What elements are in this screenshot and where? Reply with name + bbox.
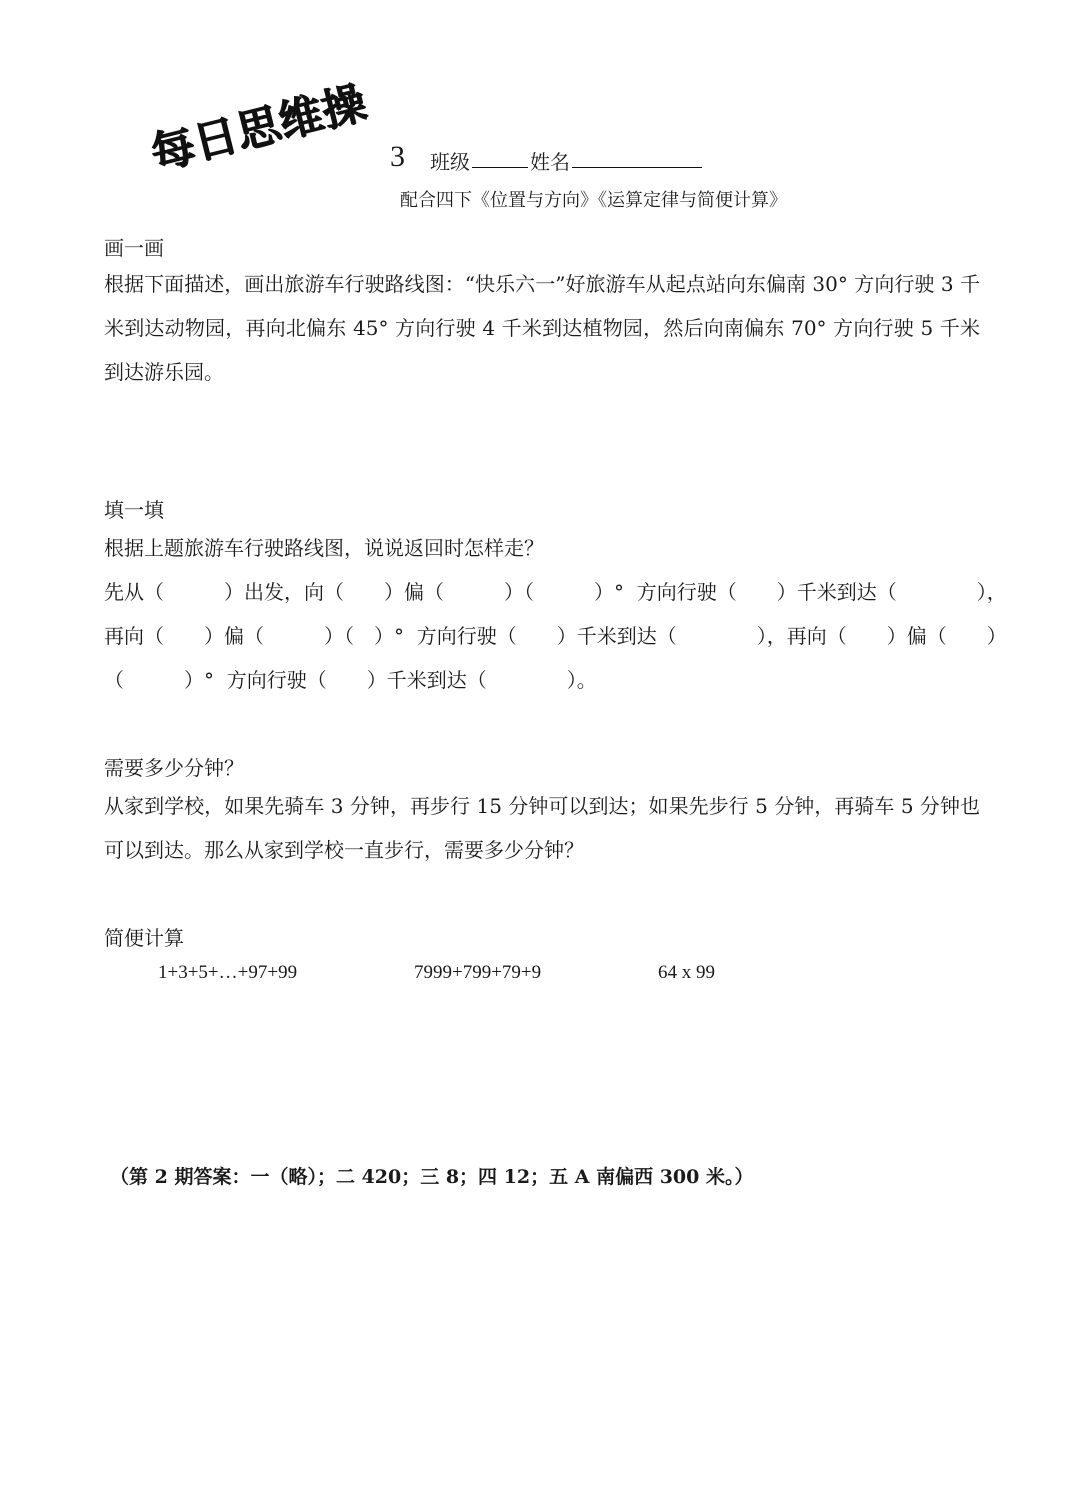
fill-line-1[interactable]: 先从（ ）出发，向（ ）偏（ ）（ ）° 方向行驶（ ）千米到达（ ）， xyxy=(104,580,1007,604)
section-draw-paragraph: 根据下面描述，画出旅游车行驶路线图：“快乐六一”好旅游车从起点站向东偏南 30° 方向行驶 3 千米到达动物园，再向北偏东 45° 方向行驶 4 千米到达植物园，然后向南偏东 70° 方向行驶 5 千米到达游乐园。 xyxy=(104,272,980,384)
previous-answers-note: （第 2 期答案：一（略）；二 420；三 8；四 12；五 A 南偏西 300 米。） xyxy=(110,1166,754,1188)
class-label: 班级 xyxy=(430,150,470,174)
section-fill-heading: 填一填 xyxy=(104,498,164,522)
section-fill-question: 根据上题旅游车行驶路线图，说说返回时怎样走？ xyxy=(104,536,544,560)
fill-line-2[interactable]: 再向（ ）偏（ ）（ ）° 方向行驶（ ）千米到达（ ），再向（ ）偏（ ） xyxy=(104,624,1007,648)
worksheet-logo: 每日思维操 xyxy=(145,77,371,181)
name-blank[interactable] xyxy=(572,145,702,168)
worksheet-subtitle: 配合四下《位置与方向》《运算定律与简便计算》 xyxy=(400,190,787,211)
class-blank[interactable] xyxy=(472,145,528,168)
section-minutes-paragraph: 从家到学校，如果先骑车 3 分钟，再步行 15 分钟可以到达；如果先步行 5 分钟，再骑车 5 分钟也可以到达。那么从家到学校一直步行，需要多少分钟？ xyxy=(104,794,980,862)
issue-number: 3 xyxy=(390,140,405,173)
calc-item-1: 1+3+5+…+97+99 xyxy=(158,962,298,983)
section-draw-heading: 画一画 xyxy=(104,236,164,260)
name-label: 姓名 xyxy=(530,150,570,174)
section-minutes-heading: 需要多少分钟？ xyxy=(104,756,244,780)
fill-line-3[interactable]: （ ）° 方向行驶（ ）千米到达（ ）。 xyxy=(104,668,597,692)
section-calc-heading: 简便计算 xyxy=(104,926,184,950)
calc-item-3: 64 x 99 xyxy=(658,962,715,983)
calc-item-2: 7999+799+79+9 xyxy=(414,962,542,983)
